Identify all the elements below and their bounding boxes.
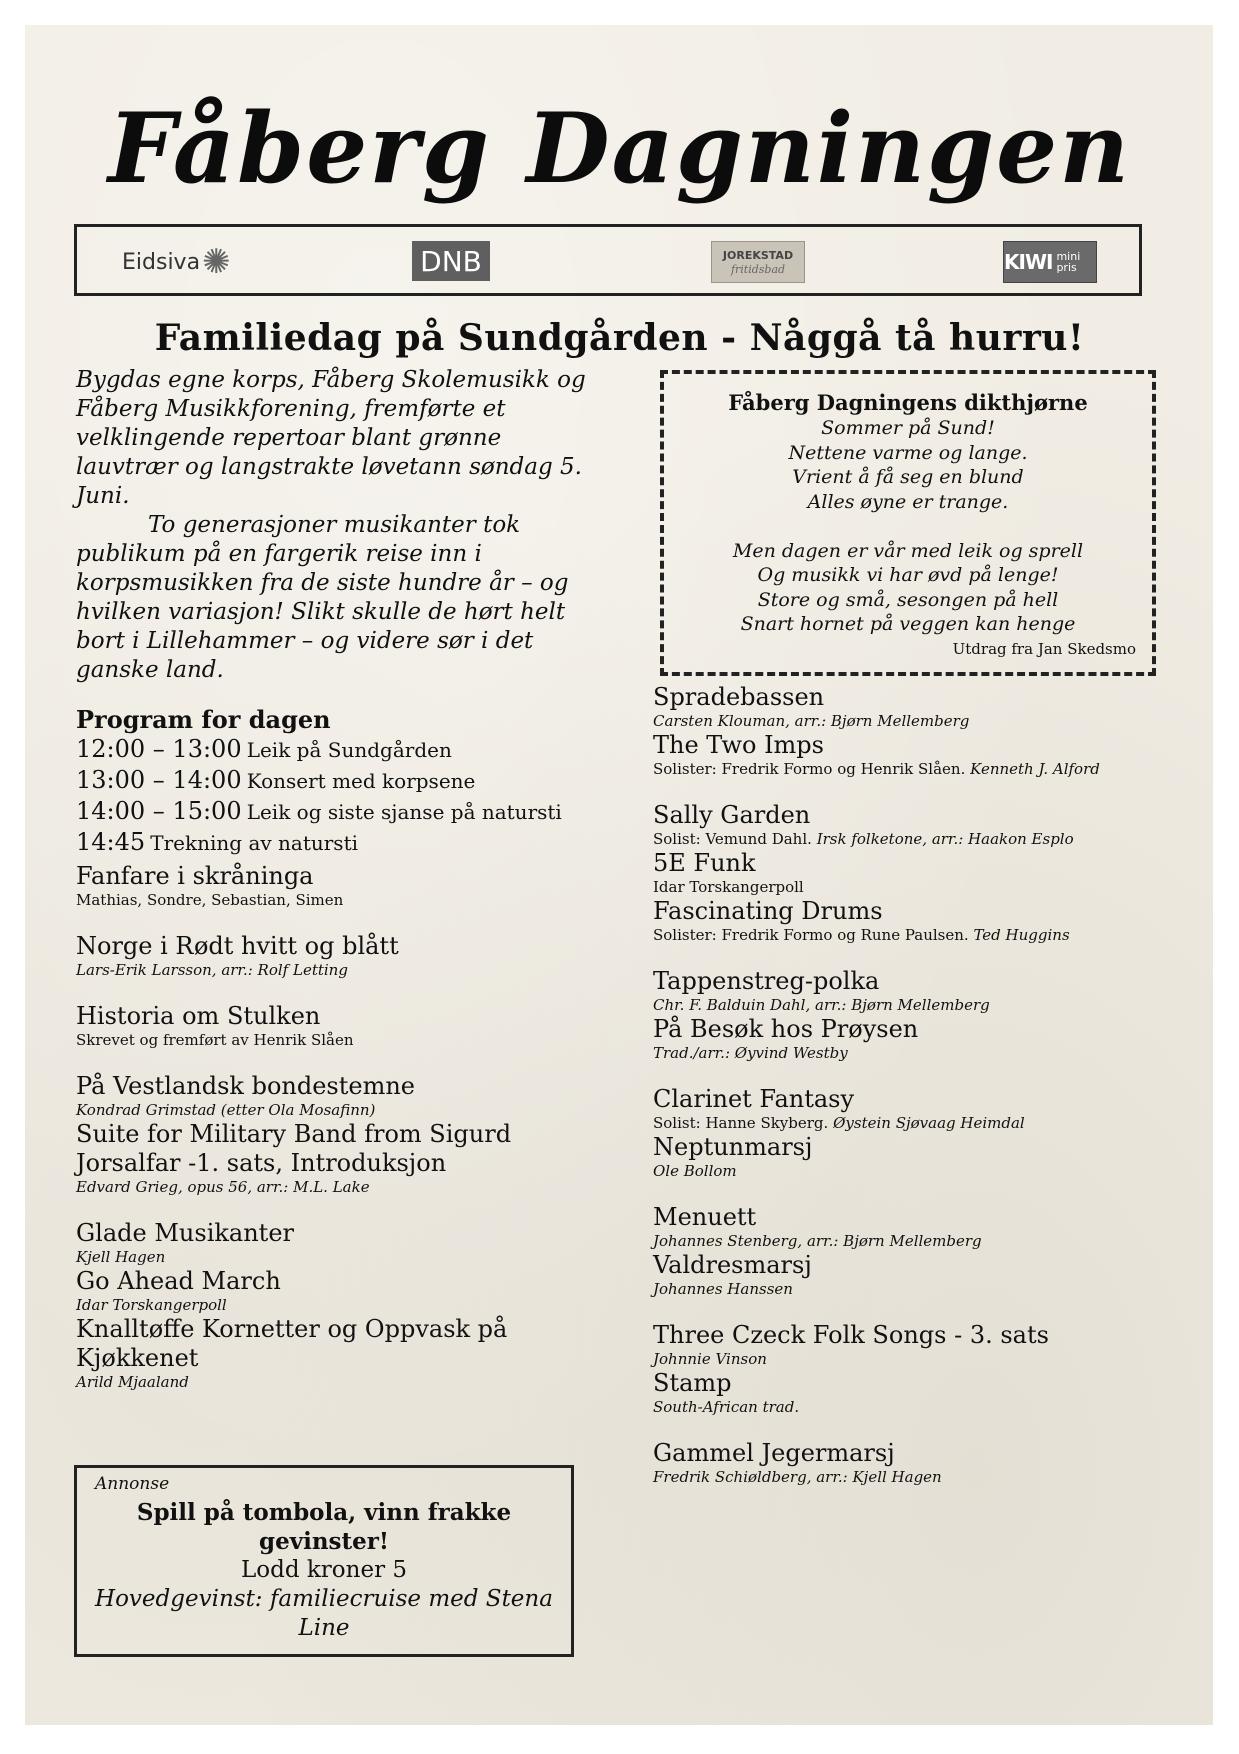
credit-italic: Ole Bollom xyxy=(653,1162,737,1180)
program-schedule xyxy=(76,705,616,859)
poem-line: Men dagen er vår med leik og sprell xyxy=(732,539,1084,562)
poem-line: Snart hornet på veggen kan henge xyxy=(740,613,1076,635)
piece-item xyxy=(653,1133,1173,1181)
piece-title: Gammel Jegermarsj xyxy=(653,1439,895,1467)
poem-line: Nettene varme og lange. xyxy=(788,441,1028,464)
piece-item xyxy=(653,1015,1173,1063)
piece-title: Neptunmarsj xyxy=(653,1133,813,1161)
ad-headline: Spill på tombola, vinn frakke gevinster! xyxy=(136,1499,512,1555)
sponsor-dnb-logo xyxy=(412,241,490,281)
credit-italic: Johannes Hanssen xyxy=(653,1280,793,1298)
credit-text: Solist: Vemund Dahl. xyxy=(653,830,812,848)
piece-credit xyxy=(653,926,1173,945)
ad-price: Lodd kroner 5 xyxy=(240,1557,408,1583)
piece-item xyxy=(76,1267,616,1315)
piece-title: Sally Garden xyxy=(653,801,811,829)
poem-line: Vrient å få seg en blund xyxy=(792,466,1024,488)
poem-line: Og musikk vi har øvd på lenge! xyxy=(757,564,1059,586)
sponsor-bar xyxy=(74,224,1142,296)
concert-pieces-right xyxy=(653,683,1173,1487)
ad-prize: Hovedgevinst: familiecruise med Stena Line xyxy=(95,1586,553,1641)
piece-credit xyxy=(653,996,1173,1015)
intro-paragraph-2: To generasjoner musikanter tok publikum på en fargerik reise inn i korpsmusikken fra de siste hundre år – og hvilken variasjon! Slikt skulle de hørt helt bort i Lillehammer – og videre sør i det ganske land. xyxy=(76,512,569,683)
piece-title: Spradebassen xyxy=(653,683,825,711)
kiwi-tag: mini pris xyxy=(1056,250,1081,274)
piece-item xyxy=(76,862,616,910)
piece-title: Glade Musikanter xyxy=(76,1219,295,1247)
piece-credit xyxy=(653,878,1173,897)
credit-italic: Arild Mjaaland xyxy=(76,1373,189,1391)
credit-italic: Johnnie Vinson xyxy=(653,1350,767,1368)
credit-italic: Chr. F. Balduin Dahl, arr.: Bjørn Mellemberg xyxy=(653,996,990,1014)
credit-italic: Carsten Klouman, arr.: Bjørn Mellemberg xyxy=(653,712,970,730)
dnb-name: DNB xyxy=(420,244,482,278)
credit-text: Solister: Fredrik Formo og Rune Paulsen. xyxy=(653,926,969,944)
piece-title: På Vestlandsk bondestemne xyxy=(76,1072,416,1100)
ad-label: Annonse xyxy=(95,1474,170,1494)
program-row xyxy=(76,735,616,766)
piece-title: Suite for Military Band from Sigurd Jorsalfar -1. sats, Introduksjon xyxy=(76,1120,512,1177)
piece-title: Stamp xyxy=(653,1369,732,1397)
piece-title: Clarinet Fantasy xyxy=(653,1085,855,1113)
piece-item xyxy=(653,1369,1173,1417)
piece-credit xyxy=(76,1031,616,1050)
poem-line xyxy=(664,514,1152,539)
poem-line: Alles øyne er trange. xyxy=(807,490,1009,513)
piece-title: Three Czeck Folk Songs - 3. sats xyxy=(653,1321,1049,1349)
piece-item xyxy=(653,1085,1173,1133)
program-time: 14:45 xyxy=(76,828,146,856)
piece-item xyxy=(76,1120,616,1197)
piece-credit xyxy=(653,760,1173,779)
piece-title: Knalltøffe Kornetter og Oppvask på Kjøkkenet xyxy=(76,1315,508,1372)
jorekstad-sub: fritidsbad xyxy=(730,262,786,276)
piece-credit xyxy=(653,1280,1173,1299)
piece-item xyxy=(653,1439,1173,1487)
piece-credit xyxy=(76,1373,616,1392)
piece-item xyxy=(76,932,616,980)
credit-italic: Kondrad Grimstad (etter Ola Mosafinn) xyxy=(76,1101,376,1119)
piece-credit xyxy=(76,1101,616,1120)
piece-item xyxy=(76,1219,616,1267)
piece-title: Norge i Rødt hvitt og blått xyxy=(76,932,399,960)
piece-item xyxy=(653,897,1173,945)
sponsor-eidsiva-logo xyxy=(122,241,231,283)
piece-title: Go Ahead March xyxy=(76,1267,281,1295)
poem-source: Utdrag fra Jan Skedsmo xyxy=(952,640,1136,658)
piece-item xyxy=(653,849,1173,897)
credit-text: Mathias, Sondre, Sebastian, Simen xyxy=(76,891,344,909)
piece-title: Historia om Stulken xyxy=(76,1002,321,1030)
piece-credit xyxy=(76,891,616,910)
credit-italic: Øystein Sjøvaag Heimdal xyxy=(833,1114,1025,1132)
program-activity: Leik på Sundgården xyxy=(246,738,452,762)
piece-credit xyxy=(76,1296,616,1315)
masthead-title: Fåberg Dagningen xyxy=(107,92,1132,205)
credit-italic: Kjell Hagen xyxy=(76,1248,166,1266)
credit-italic: Fredrik Schiøldberg, arr.: Kjell Hagen xyxy=(653,1468,942,1486)
piece-credit xyxy=(653,1350,1173,1369)
piece-title: 5E Funk xyxy=(653,849,756,877)
poem-line: Store og små, sesongen på hell xyxy=(757,588,1059,611)
credit-text: Idar Torskangerpoll xyxy=(653,878,804,896)
credit-italic: Trad./arr.: Øyvind Westby xyxy=(653,1044,848,1062)
poem-line: Sommer på Sund! xyxy=(821,417,995,439)
piece-credit xyxy=(653,1398,1173,1417)
program-activity: Leik og siste sjanse på natursti xyxy=(246,800,562,824)
piece-credit xyxy=(76,961,616,980)
piece-title: Valdresmarsj xyxy=(653,1251,812,1279)
eidsiva-name: Eidsiva xyxy=(122,249,201,275)
credit-text: Skrevet og fremført av Henrik Slåen xyxy=(76,1031,354,1049)
program-activity: Trekning av natursti xyxy=(150,831,358,855)
piece-credit xyxy=(653,1232,1173,1251)
piece-credit xyxy=(653,1162,1173,1181)
piece-item xyxy=(653,1203,1173,1251)
sponsor-jorekstad-logo xyxy=(711,241,805,283)
credit-italic: Edvard Grieg, opus 56, arr.: M.L. Lake xyxy=(76,1178,370,1196)
intro-text xyxy=(76,366,606,685)
credit-text: Solister: Fredrik Formo og Henrik Slåen. xyxy=(653,760,966,778)
program-time: 12:00 – 13:00 xyxy=(76,735,242,763)
piece-item xyxy=(653,967,1173,1015)
poem-lines xyxy=(664,416,1152,637)
piece-title: På Besøk hos Prøysen xyxy=(653,1015,919,1043)
piece-credit xyxy=(76,1248,616,1267)
credit-italic: Irsk folketone, arr.: Haakon Esplo xyxy=(816,830,1074,848)
piece-credit xyxy=(653,830,1173,849)
program-row xyxy=(76,766,616,797)
piece-item xyxy=(653,1321,1173,1369)
piece-item xyxy=(653,801,1173,849)
poem-corner xyxy=(660,370,1156,676)
credit-italic: Lars-Erik Larsson, arr.: Rolf Letting xyxy=(76,961,348,979)
piece-item xyxy=(653,731,1173,779)
program-activity: Konsert med korpsene xyxy=(246,769,476,793)
piece-credit xyxy=(76,1178,616,1197)
credit-italic: Ted Huggins xyxy=(973,926,1070,944)
concert-pieces-left xyxy=(76,862,616,1392)
piece-title: Tappenstreg-polka xyxy=(653,967,880,995)
program-time: 14:00 – 15:00 xyxy=(76,797,242,825)
piece-credit xyxy=(653,1114,1173,1133)
jorekstad-name: JOREKSTAD xyxy=(722,248,794,262)
program-title: Program for dagen xyxy=(76,705,331,734)
piece-item xyxy=(653,683,1173,731)
piece-credit xyxy=(653,1468,1173,1487)
credit-italic: Kenneth J. Alford xyxy=(970,760,1100,778)
credit-italic: South-African trad. xyxy=(653,1398,800,1416)
article-headline: Familiedag på Sundgården - Någgå tå hurru! xyxy=(154,317,1085,359)
piece-credit xyxy=(653,712,1173,731)
piece-item xyxy=(76,1002,616,1050)
program-time: 13:00 – 14:00 xyxy=(76,766,242,794)
sunburst-icon: ✺ xyxy=(202,242,231,282)
credit-text: Solist: Hanne Skyberg. xyxy=(653,1114,829,1132)
piece-title: Menuett xyxy=(653,1203,757,1231)
program-row xyxy=(76,828,616,859)
poem-title: Fåberg Dagningens dikthjørne xyxy=(728,390,1088,415)
piece-title: The Two Imps xyxy=(653,731,824,759)
kiwi-name: KIWI xyxy=(1004,250,1053,274)
piece-item xyxy=(76,1072,616,1120)
piece-credit xyxy=(653,1044,1173,1063)
piece-title: Fascinating Drums xyxy=(653,897,883,925)
piece-title: Fanfare i skråninga xyxy=(76,862,314,890)
program-row xyxy=(76,797,616,828)
sponsor-kiwi-logo xyxy=(1003,241,1097,283)
advertisement-box xyxy=(74,1465,574,1657)
piece-item xyxy=(76,1315,616,1392)
credit-italic: Johannes Stenberg, arr.: Bjørn Mellemberg xyxy=(653,1232,982,1250)
credit-italic: Idar Torskangerpoll xyxy=(76,1296,227,1314)
piece-item xyxy=(653,1251,1173,1299)
intro-paragraph-1: Bygdas egne korps, Fåberg Skolemusikk og Fåberg Musikkforening, fremførte et velklingende repertoar blant grønne lauvtrær og langstrakte løvetann søndag 5. Juni. xyxy=(76,367,586,509)
